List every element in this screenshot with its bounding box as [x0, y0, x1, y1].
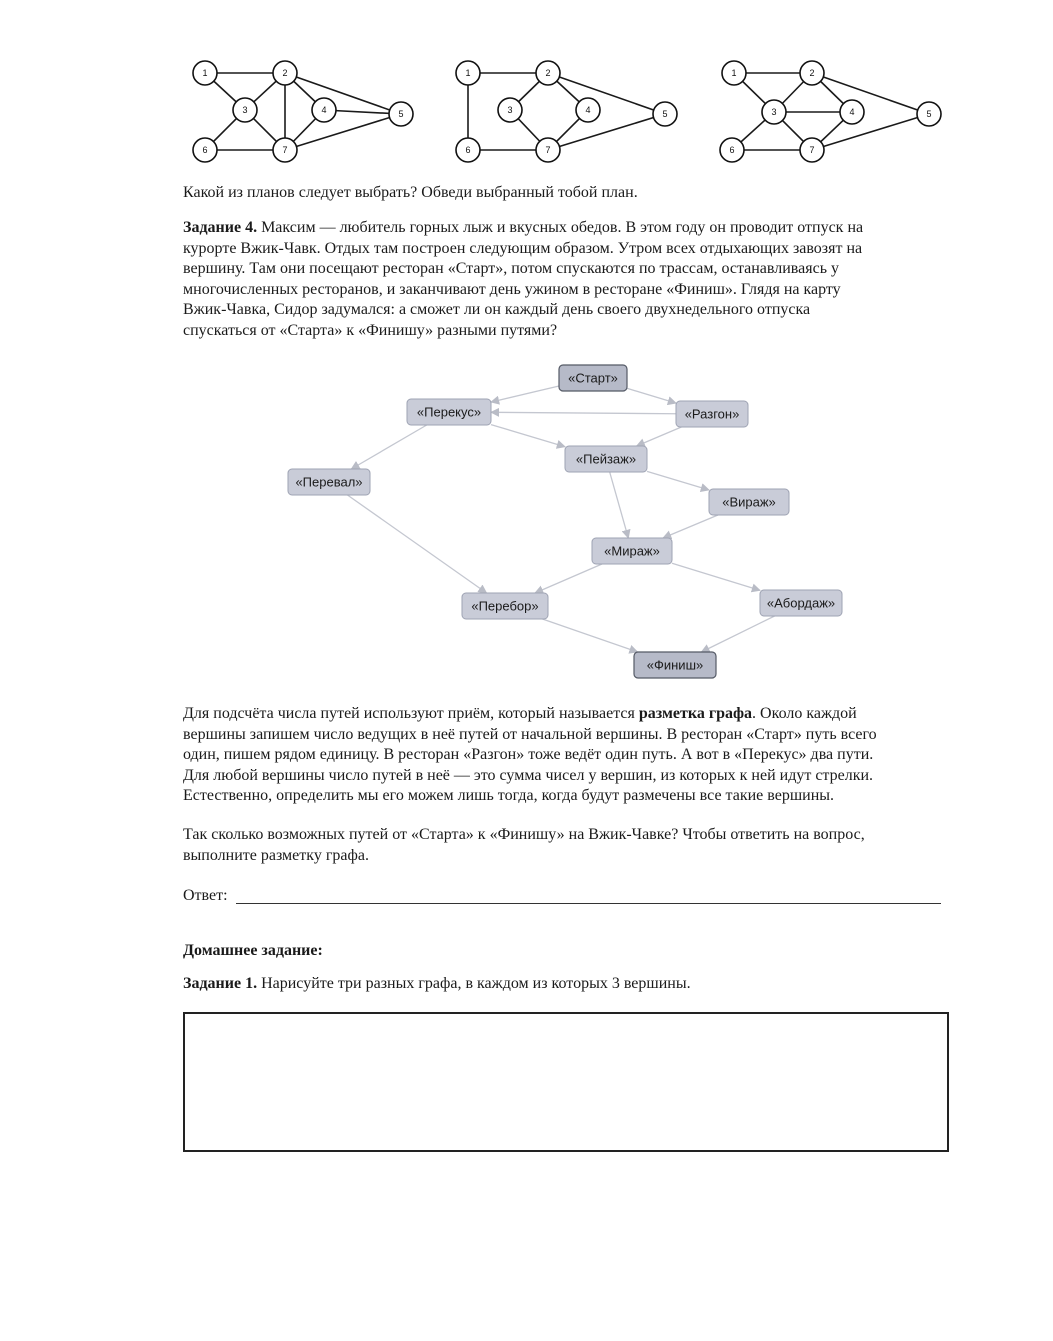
restaurant-label: «Перебор»: [471, 598, 539, 614]
graph-vertex-label: 7: [282, 145, 288, 155]
graph-vertex-label: 7: [809, 145, 815, 155]
graph-vertex-6: [193, 138, 217, 162]
graph-vertex-label: 6: [465, 145, 471, 155]
restaurant-label: «Старт»: [568, 370, 618, 386]
graph-edge: [812, 114, 929, 150]
map-arrow: [535, 564, 602, 593]
graph-vertex-label: 5: [926, 109, 932, 119]
task4-line: многочисленных ресторанов, и заканчивают день ужином в ресторане «Финиш». Глядя на карту: [183, 280, 841, 298]
homework-task1-text: Нарисуйте три разных графа, в каждом из которых 3 вершины.: [257, 975, 691, 992]
graph-vertex-label: 5: [662, 109, 668, 119]
graph-vertex-3: [233, 98, 257, 122]
restaurant-node-mirazh[interactable]: [592, 538, 672, 564]
graph-vertex-2: [536, 61, 560, 85]
graph-vertex-2: [800, 61, 824, 85]
graph-edge: [812, 73, 929, 114]
restaurant-label: «Вираж»: [722, 494, 776, 510]
graph-vertex-label: 2: [545, 68, 551, 78]
graph-vertex-4: [312, 98, 336, 122]
restaurant-label: «Финиш»: [646, 657, 704, 673]
task4-line: вершину. Там они посещают ресторан «Старт», потом спускаются по трассам, останавливаясь у: [183, 260, 839, 277]
explanation-line: Естественно, определить мы его можем лишь тогда, когда будут размечены все такие вершины.: [183, 787, 835, 804]
graph-vertex-label: 4: [585, 105, 591, 115]
term-graph-marking: разметка графа: [638, 705, 753, 722]
graph-vertex-label: 1: [465, 68, 471, 78]
graph-vertex-label: 3: [242, 105, 248, 115]
map-arrow: [610, 472, 629, 538]
graph-vertex-4: [576, 98, 600, 122]
graph-vertex-4: [840, 100, 864, 124]
graph-vertex-6: [720, 138, 744, 162]
graph-vertex-5: [917, 102, 941, 126]
homework-title: [183, 941, 953, 962]
graph-vertex-7: [536, 138, 560, 162]
graph-vertex-label: 6: [729, 145, 735, 155]
explanation-line: . Около каждой: [752, 705, 857, 722]
restaurant-node-virazh[interactable]: [709, 489, 789, 515]
task4-line: курорте Вжик-Чавк. Отдых там построен следующим образом. Утром всех отдыхающих завозят на: [183, 239, 863, 257]
graph-vertex-label: 2: [282, 68, 288, 78]
restaurant-label: «Мираж»: [604, 543, 660, 559]
restaurant-label: «Абордаж»: [766, 595, 836, 611]
answer-label: Ответ:: [183, 887, 228, 904]
paths-question: [183, 825, 953, 866]
map-arrow: [672, 563, 760, 590]
map-arrow: [701, 616, 774, 652]
restaurant-map: [0, 355, 1053, 690]
restaurant-label: «Разгон»: [684, 406, 740, 422]
graph-vertex-1: [456, 61, 480, 85]
graph-vertex-label: 4: [321, 105, 327, 115]
restaurant-label: «Пейзаж»: [575, 451, 637, 467]
restaurant-node-start[interactable]: [559, 365, 627, 391]
graph-vertex-3: [762, 100, 786, 124]
map-arrow: [542, 619, 637, 652]
graph-vertex-label: 1: [731, 68, 737, 78]
map-arrow: [491, 386, 559, 402]
graph-vertex-label: 5: [398, 109, 404, 119]
map-arrow: [491, 425, 565, 447]
restaurant-node-abordazh[interactable]: [760, 590, 842, 616]
explanation-line: Для любой вершины число путей в неё — это сумма чисел у вершин, из которых к ней идут стрелки.: [183, 766, 874, 784]
restaurant-label: «Перевал»: [295, 474, 363, 490]
map-arrow: [647, 471, 709, 490]
task4-line: Максим — любитель горных лыж и вкусных обедов. В этом году он проводит отпуск на: [257, 219, 864, 236]
homework-task1: [183, 974, 953, 995]
graph-vertex-label: 3: [771, 107, 777, 117]
graph-variant-3[interactable]: [712, 55, 952, 170]
map-arrow: [351, 425, 426, 469]
graph-vertex-label: 7: [545, 145, 551, 155]
explanation-line: вершины запишем число ведущих в неё путей от начальной вершины. В ресторан «Старт» путь всего: [183, 725, 877, 743]
restaurant-node-finish[interactable]: [634, 652, 716, 678]
choose-plan-question: Какой из планов следует выбрать? Обведи выбранный тобой план.: [183, 184, 638, 201]
graph-vertex-6: [456, 138, 480, 162]
task4-line: Вжик-Чавка, Сидор задумался: а сможет ли он каждый день своего двухнедельного отпуска: [183, 301, 811, 318]
graph-vertex-label: 6: [202, 145, 208, 155]
homework-title-text: Домашнее задание:: [183, 942, 323, 959]
graph-vertex-1: [193, 61, 217, 85]
map-arrow: [637, 427, 682, 446]
graph-vertex-2: [273, 61, 297, 85]
drawing-area[interactable]: [183, 1012, 949, 1152]
restaurant-node-pereval[interactable]: [288, 469, 370, 495]
graph-vertex-7: [800, 138, 824, 162]
restaurant-node-perekus[interactable]: [407, 399, 491, 425]
map-arrow: [663, 515, 718, 538]
graph-vertex-3: [498, 98, 522, 122]
graph-vertex-label: 3: [507, 105, 513, 115]
restaurant-node-perebor[interactable]: [462, 593, 548, 619]
graph-vertex-5: [653, 102, 677, 126]
task4-line: спускаться от «Старта» к «Финишу» разными путями?: [183, 321, 558, 339]
answer-input-line[interactable]: [236, 903, 941, 904]
graph-vertex-label: 1: [202, 68, 208, 78]
graph-variant-1[interactable]: [183, 55, 423, 170]
graph-vertex-7: [273, 138, 297, 162]
homework-task1-title: Задание 1.: [183, 975, 258, 992]
map-arrow: [627, 388, 676, 403]
graph-vertex-label: 2: [809, 68, 815, 78]
explanation-text: [183, 704, 953, 807]
restaurant-node-razgon[interactable]: [676, 401, 748, 427]
graph-edge: [548, 73, 665, 114]
restaurant-node-peyzazh[interactable]: [565, 446, 647, 472]
graph-edge: [285, 73, 401, 114]
graph-vertex-5: [389, 102, 413, 126]
explanation-line: Для подсчёта числа путей используют приём, который называется: [183, 705, 639, 722]
graph-vertex-label: 4: [849, 107, 855, 117]
graph-variant-2[interactable]: [448, 55, 688, 170]
restaurant-label: «Перекус»: [416, 404, 482, 420]
explanation-line: один, пишем рядом единицу. В ресторан «Разгон» тоже ведёт один путь. А вот в «Перекус» два пути.: [183, 746, 874, 763]
map-arrow: [347, 495, 486, 593]
task4-text: [183, 218, 953, 341]
map-arrow: [491, 412, 676, 413]
paths-question-line: выполните разметку графа.: [183, 846, 369, 864]
paths-question-line: Так сколько возможных путей от «Старта» к «Финишу» на Вжик-Чавке? Чтобы ответить на вопрос,: [183, 826, 865, 843]
task4-title: Задание 4.: [183, 219, 258, 236]
graph-vertex-1: [722, 61, 746, 85]
